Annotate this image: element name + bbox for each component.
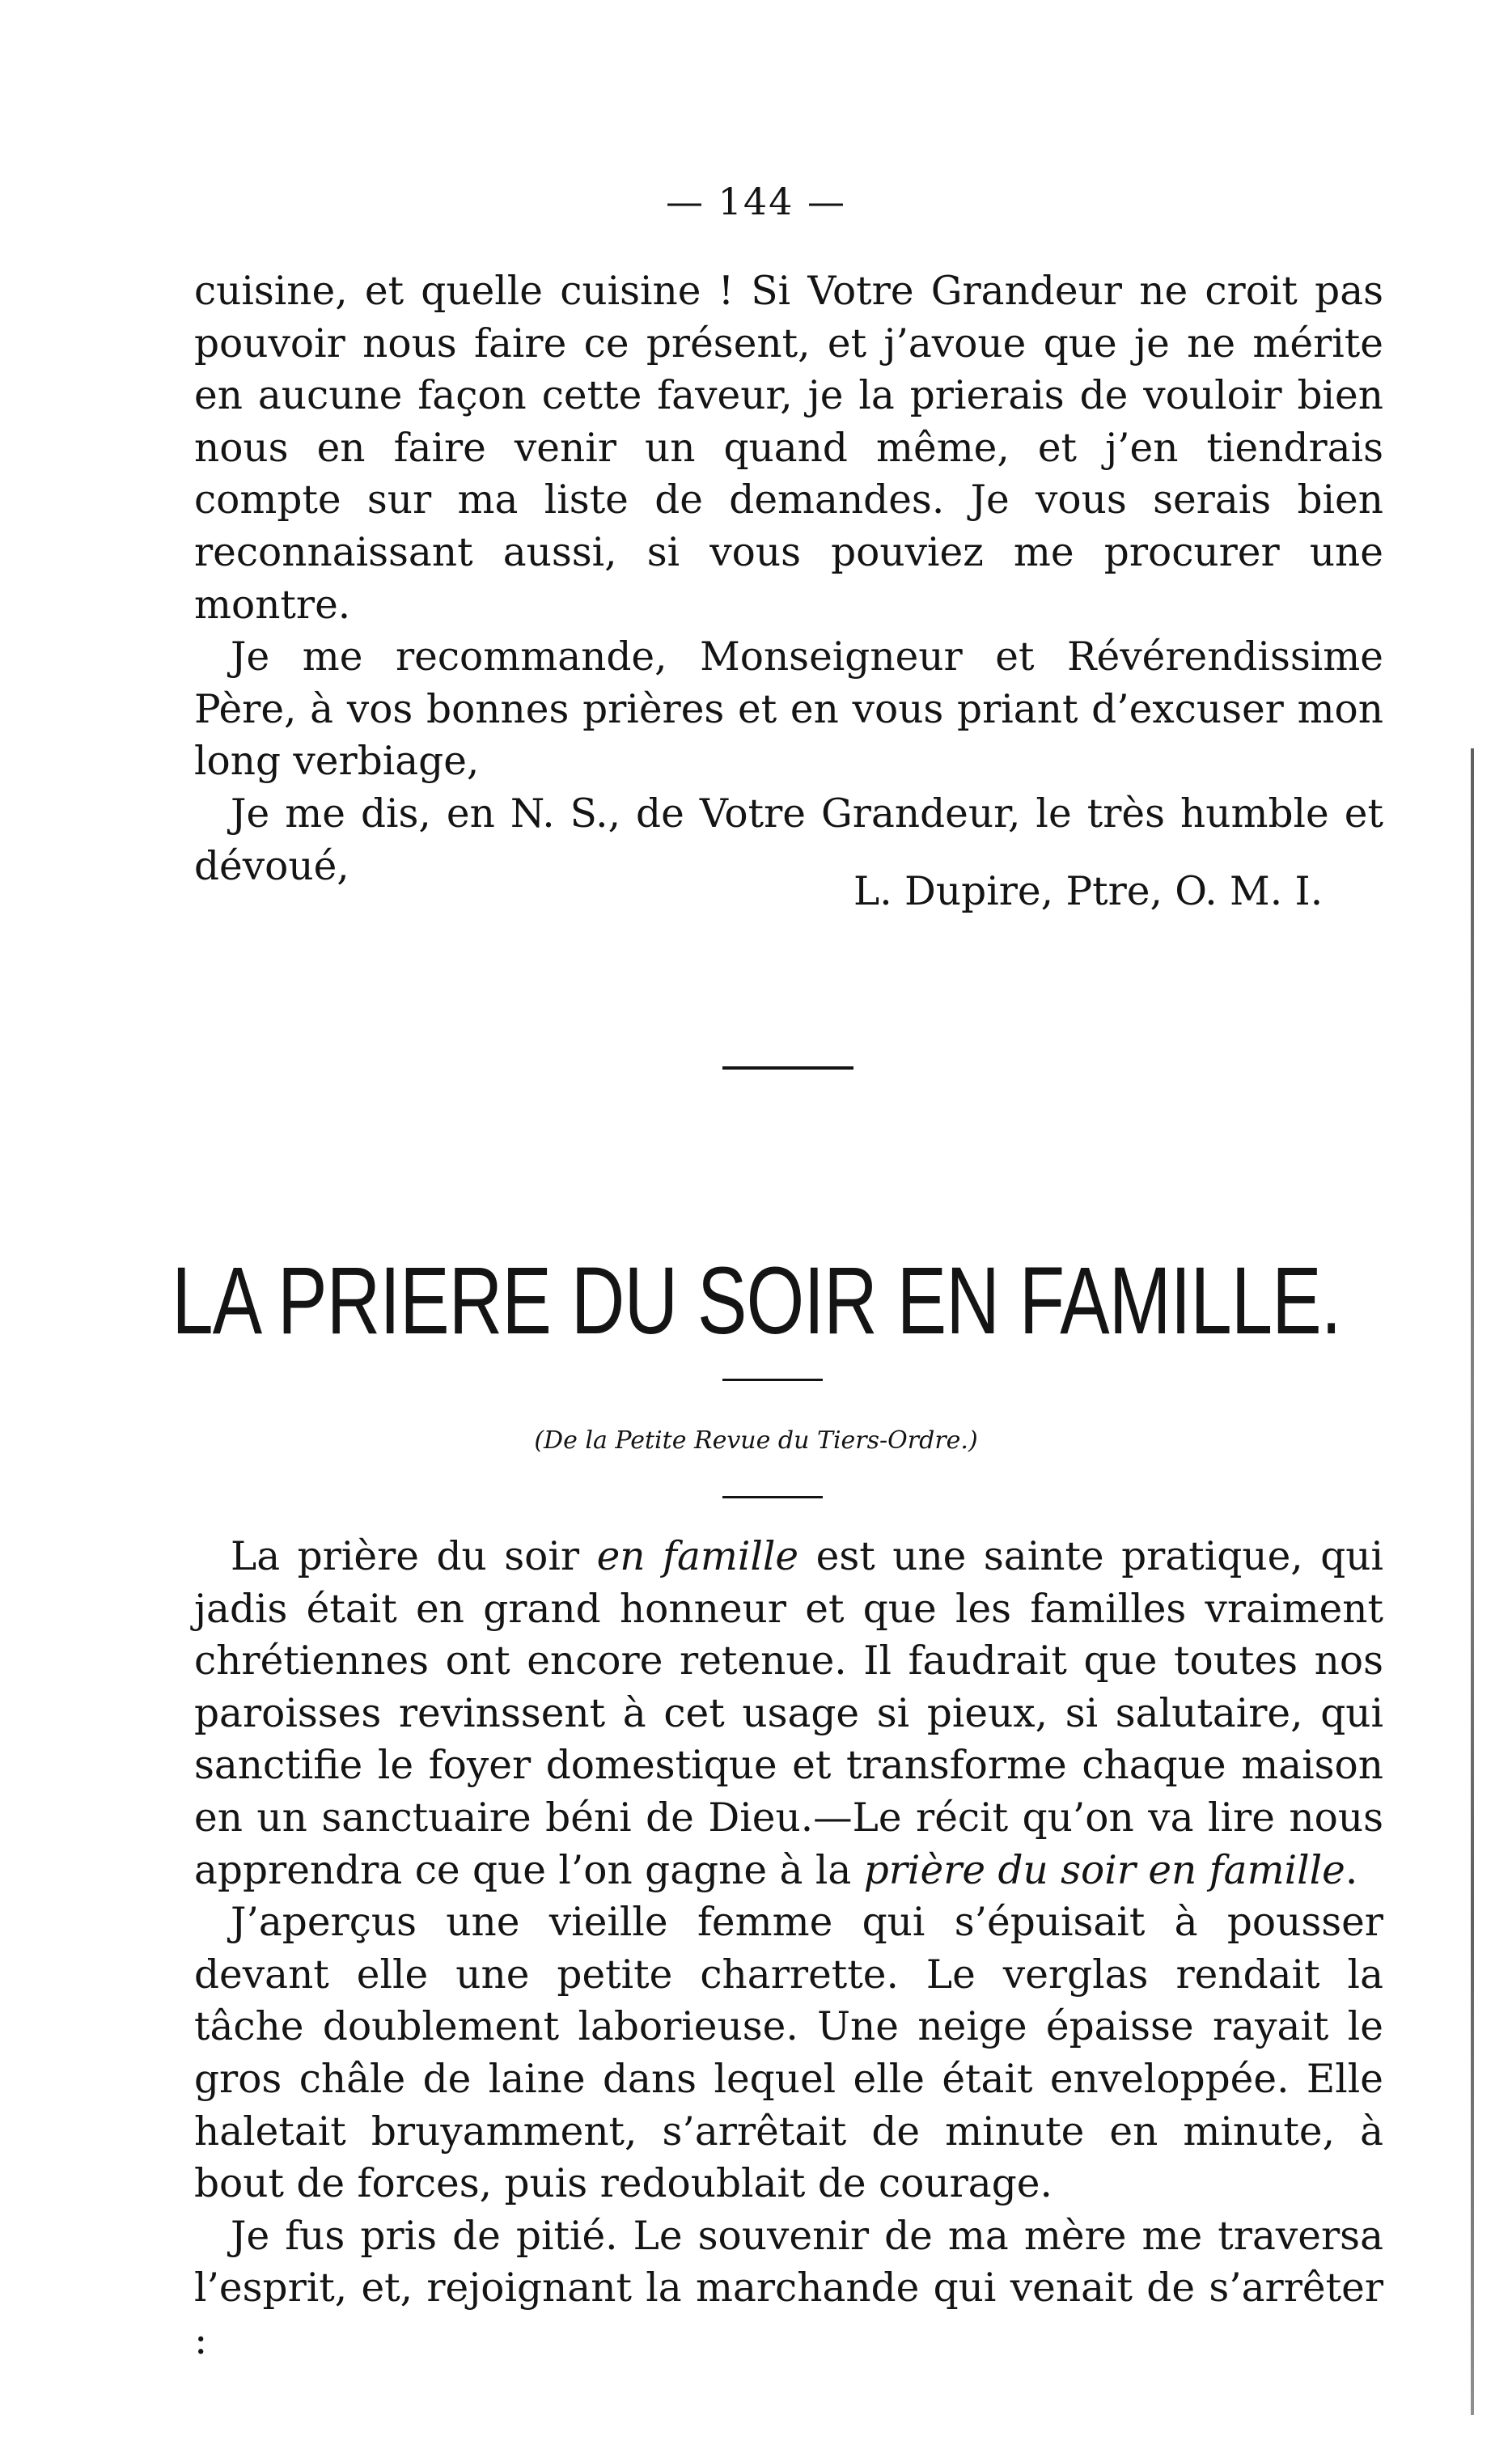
paragraph: Je fus pris de pitié. Le souvenir de ma mère me traversa l’esprit, et, rejoignant la marchande qui venait de s’arrêter : xyxy=(194,2213,1383,2363)
emphasis: prière du soir en famille xyxy=(863,1847,1345,1893)
title-rule-top xyxy=(722,1379,823,1381)
section-divider xyxy=(722,1066,853,1070)
page-number: — 144 — xyxy=(665,180,847,223)
paragraph: Je me dis, en N. S., de Votre Grandeur, le très humble et dévoué, xyxy=(194,790,1383,889)
letter-text xyxy=(194,265,1383,892)
title-rule-bottom xyxy=(722,1496,823,1498)
article-title: LA PRIERE DU SOIR EN FAMILLE. xyxy=(172,1248,1341,1354)
text-run: est une sainte pratique, qui jadis était en grand honneur et que les familles vraiment chrétiennes ont encore retenue. Il faudrait que toutes nos paroisses revinssent à cet usage si pieux, si salutaire, qui sanctifie le foyer domestique et transforme chaque maison en un sanctuaire béni de Dieu.—Le récit qu’on va lire nous apprendra ce que l’on gagne à la xyxy=(194,1534,1383,1893)
text-run: La prière du soir xyxy=(231,1534,597,1579)
emphasis: en famille xyxy=(596,1534,799,1579)
article-text xyxy=(194,1531,1383,2367)
article-source: (De la Petite Revue du Tiers-Ordre.) xyxy=(534,1426,978,1455)
paragraph xyxy=(194,1531,1383,1896)
text-run: . xyxy=(1345,1847,1358,1893)
paragraph: cuisine, et quelle cuisine ! Si Votre Grandeur ne croit pas pouvoir nous faire ce présent, et j’avoue que je ne mérite en aucune façon cette faveur, je la prierais de vouloir bien nous en faire venir un quand même, et j’en tiendrais compte sur ma liste de demandes. Je vous serais bien reconnaissant aussi, si vous pouviez me procurer une montre. xyxy=(194,269,1383,628)
paragraph: Je me recommande, Monseigneur et Révérendissime Père, à vos bonnes prières et en vous priant d’excuser mon long verbiage, xyxy=(194,634,1383,785)
paragraph: J’aperçus une vieille femme qui s’épuisait à pousser devant elle une petite charrette. Le verglas rendait la tâche doublement laborieuse. Une neige épaisse rayait le gros châle de laine dans lequel elle était enveloppée. Elle haletait bruyamment, s’arrêtait de minute en minute, à bout de forces, puis redoublait de courage. xyxy=(194,1900,1383,2207)
page-edge-shadow xyxy=(1471,748,1474,2415)
signature: L. Dupire, Ptre, O. M. I. xyxy=(853,869,1324,914)
